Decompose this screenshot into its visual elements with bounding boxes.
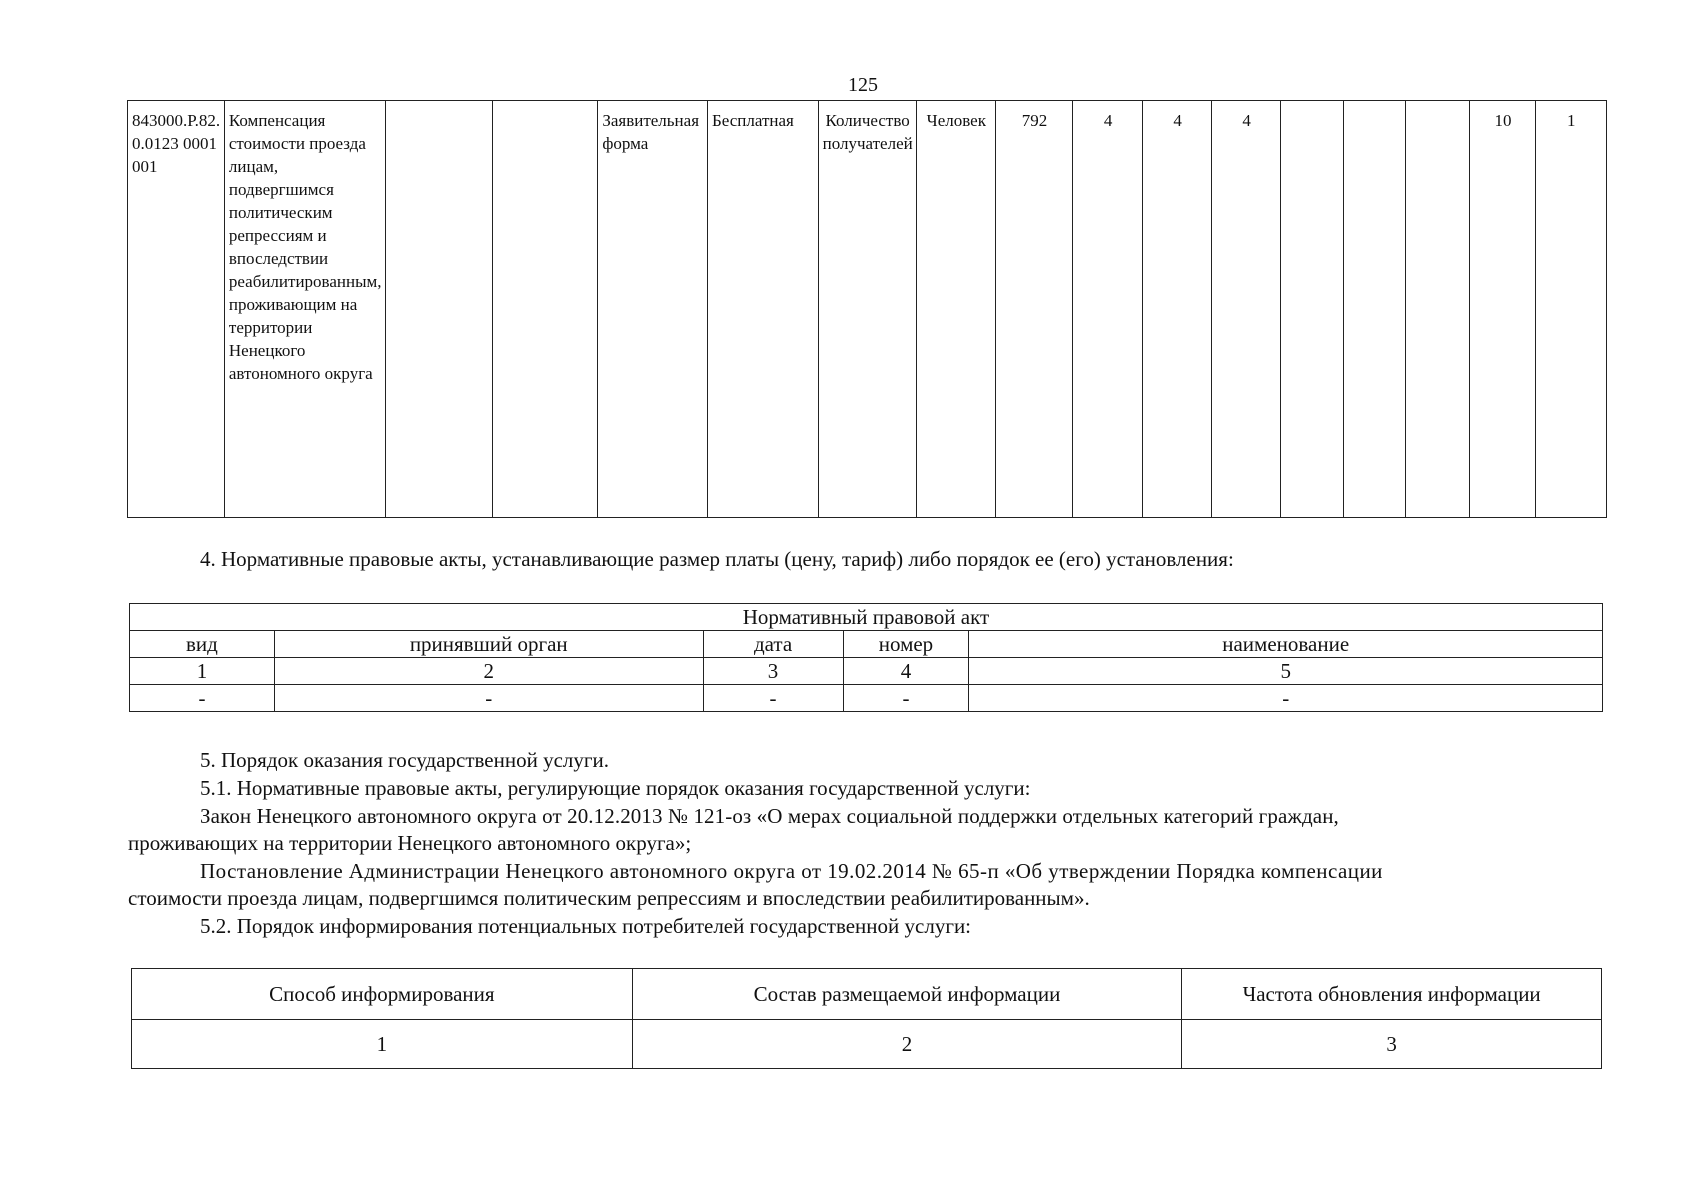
law2-line2: стоимости проезда лицам, подвергшимся политическим репрессиям и впоследствии реабилитированным». [128, 886, 1090, 910]
page-number: 125 [848, 74, 878, 96]
empty-cell [385, 101, 492, 518]
table-header-row [132, 969, 1602, 1020]
indicator-name: Количество получателей [818, 101, 916, 518]
table-number-row [130, 658, 1603, 685]
service-form: Заявительная форма [598, 101, 708, 518]
value-year2: 4 [1143, 101, 1212, 518]
table-cell: - [843, 685, 969, 712]
column-number: 2 [274, 658, 703, 685]
okei-code: 792 [995, 101, 1072, 518]
law1-line1: Закон Ненецкого автономного округа от 20.12.2013 № 121-оз «О мерах социальной поддержки отдельных категорий граждан, [200, 804, 1339, 828]
unit-name: Человек [916, 101, 995, 518]
informing-table [131, 968, 1602, 1069]
table-title: Нормативный правовой акт [130, 604, 1603, 631]
column-header: вид [130, 631, 275, 658]
column-number: 1 [130, 658, 275, 685]
empty-cell [492, 101, 597, 518]
section5-2-heading: 5.2. Порядок информирования потенциальных потребителей государственной услуги: [200, 914, 972, 938]
table-cell: - [130, 685, 275, 712]
section4-heading: 4. Нормативные правовые акты, устанавливающие размер платы (цену, тариф) либо порядок ее (его) установления: [200, 547, 1234, 571]
empty-cell [1343, 101, 1405, 518]
table-row [128, 101, 1607, 518]
column-header: дата [703, 631, 843, 658]
column-number: 5 [969, 658, 1603, 685]
column-number: 3 [703, 658, 843, 685]
table-number-row [132, 1020, 1602, 1069]
column-number: 1 [132, 1020, 633, 1069]
value-year3: 4 [1211, 101, 1280, 518]
service-code: 843000.Р.82.0.0123 0001001 [128, 101, 225, 518]
column-header: Частота обновления информации [1182, 969, 1602, 1020]
empty-cell [1406, 101, 1470, 518]
column-number: 4 [843, 658, 969, 685]
section5-1-heading: 5.1. Нормативные правовые акты, регулирующие порядок оказания государственной услуги: [200, 776, 1031, 800]
table-header-row [130, 631, 1603, 658]
section5-heading: 5. Порядок оказания государственной услуги. [200, 748, 609, 772]
deviation-absolute: 1 [1535, 101, 1606, 518]
column-header: номер [843, 631, 969, 658]
table-cell: - [274, 685, 703, 712]
service-name: Компенсация стоимости проезда лицам, подвергшимся политическим репрессиям и впоследствии реабилитированным, проживающим на территории Ненецкого автономного округа [224, 101, 385, 518]
column-header: Способ информирования [132, 969, 633, 1020]
column-header: принявший орган [274, 631, 703, 658]
table-cell: - [703, 685, 843, 712]
table-row [130, 685, 1603, 712]
column-number: 2 [632, 1020, 1182, 1069]
deviation-percent: 10 [1470, 101, 1535, 518]
table-cell: - [969, 685, 1603, 712]
payment-type: Бесплатная [707, 101, 818, 518]
service-indicators-table [127, 100, 1607, 518]
law2-line1: Постановление Администрации Ненецкого автономного округа от 19.02.2014 № 65-п «Об утверждении Порядка компенсации [200, 859, 1383, 883]
payment-acts-table [129, 603, 1603, 712]
column-header: наименование [969, 631, 1603, 658]
column-number: 3 [1182, 1020, 1602, 1069]
law1-line2: проживающих на территории Ненецкого автономного округа»; [128, 831, 692, 855]
column-header: Состав размещаемой информации [632, 969, 1182, 1020]
empty-cell [1281, 101, 1343, 518]
value-year1: 4 [1072, 101, 1142, 518]
